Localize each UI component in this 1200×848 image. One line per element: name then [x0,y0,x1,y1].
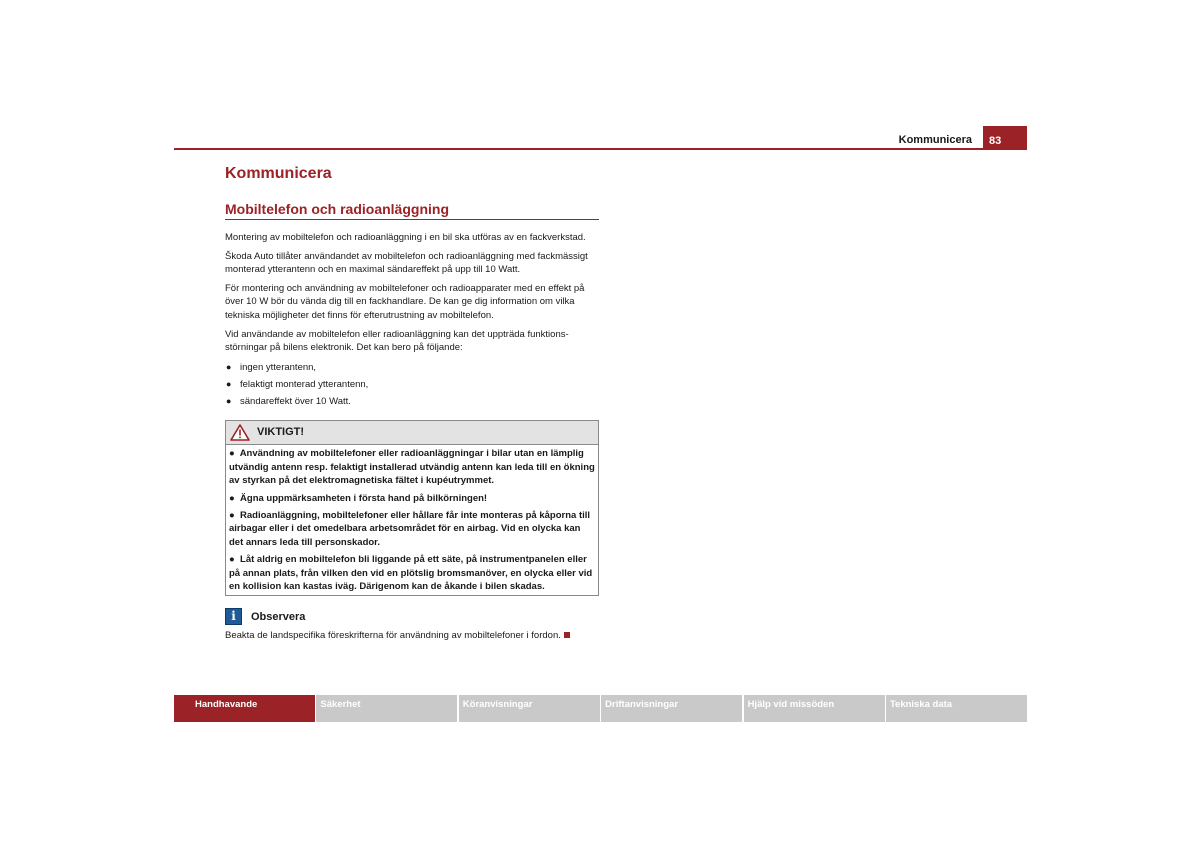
nav-tab-hjalp-vid-missoden[interactable]: Hjälp vid missöden [744,695,885,722]
page-title: Kommunicera [225,165,332,182]
bullet-icon: ● [229,554,235,566]
list-item [225,378,599,392]
warning-item [229,509,595,549]
list-item [225,395,599,409]
info-icon: i [225,608,242,625]
note-text-content: Beakta de landspecifika föreskrifterna för användning av mobiltelefoner i fordon. [225,630,561,642]
warning-title: VIKTIGT! [257,426,305,439]
note-text [225,629,599,643]
paragraph: Montering av mobiltelefon och radioanläggning i en bil ska utföras av en fackverkstad. [225,232,586,243]
warning-body [226,445,598,595]
warning-item-text: Låt aldrig en mobiltelefon bli liggande på ett säte, på instrumentpanelen eller på annan plats, från vilken den vid en plötslig bromsmanöver, en olycka eller vid en kollision kan kastas iväg. Därigenom kan de åkande i bilen skadas. [229,554,593,592]
warning-item-text: Ägna uppmärksamheten i första hand på bilkörningen! [240,492,488,504]
header-section-title: Kommunicera [898,134,972,146]
warning-triangle-icon [230,424,250,441]
nav-tab-handhavande[interactable]: Handhavande [174,695,315,722]
bullet-icon: ● [229,509,235,521]
note-title: Observera [251,611,306,624]
page-number: 83 [983,126,1027,149]
bullet-icon: ● [226,378,232,389]
nav-tab-tekniska-data[interactable]: Tekniska data [886,695,1027,722]
note-header [225,608,599,628]
warning-item [229,447,595,487]
bullet-icon: ● [229,448,235,460]
warning-item [229,553,595,593]
warning-item-text: Radioanläggning, mobiltelefoner eller hållare får inte monteras på kåporna till airbagar eller i det omedelbara arbetsområdet för en airbag. Vid en olycka kan det annars leda till personskador. [229,509,591,548]
warning-header [226,421,598,445]
warning-item-text: Användning av mobiltelefoner eller radioanläggningar i bilar utan en lämplig utvändig antenn resp. felaktigt installerad utvändig antenn kan leda till en ökning av styrkan på det elektromagnetiska fältet i kupéutrymmet. [229,448,595,487]
main-content [225,164,599,643]
warning-box [225,420,599,596]
section-subtitle: Mobiltelefon och radioanläggning [225,200,599,220]
warning-item [229,492,595,505]
paragraph: Škoda Auto tillåter användandet av mobiltelefon och radioanläggning med fackmässigt monterad ytterantenn och en maximal sändareffekt på upp till 10 Watt. [225,250,588,276]
end-of-section-icon [564,632,570,638]
paragraph: Vid användande av mobiltelefon eller radioanläggning kan det uppträda funktionsstörningar på bilens elektronik. Det kan bero på följande: [225,328,569,354]
nav-tab-sakerhet[interactable]: Säkerhet [316,695,457,722]
list-item [225,361,599,375]
bullet-list [225,361,599,409]
bullet-icon: ● [226,361,232,372]
paragraph: För montering och användning av mobiltelefoner och radioapparater med en effekt på över 10 W bör du vända dig till en fackhandlare. De kan ge dig information om vilka tekniska möjligheter det finns för efterutrustning av mobiltelefon. [225,282,585,321]
bullet-icon: ● [229,492,235,504]
list-item-text: sändareffekt över 10 Watt. [240,395,351,407]
list-item-text: ingen ytterantenn, [240,361,317,373]
bullet-icon: ● [226,395,232,406]
nav-tab-koranvisningar[interactable]: Köranvisningar [459,695,600,722]
chapter-nav [174,695,1027,722]
nav-tab-driftanvisningar[interactable]: Driftanvisningar [601,695,742,722]
header-rule [174,148,1027,150]
list-item-text: felaktigt monterad ytterantenn, [240,378,369,390]
